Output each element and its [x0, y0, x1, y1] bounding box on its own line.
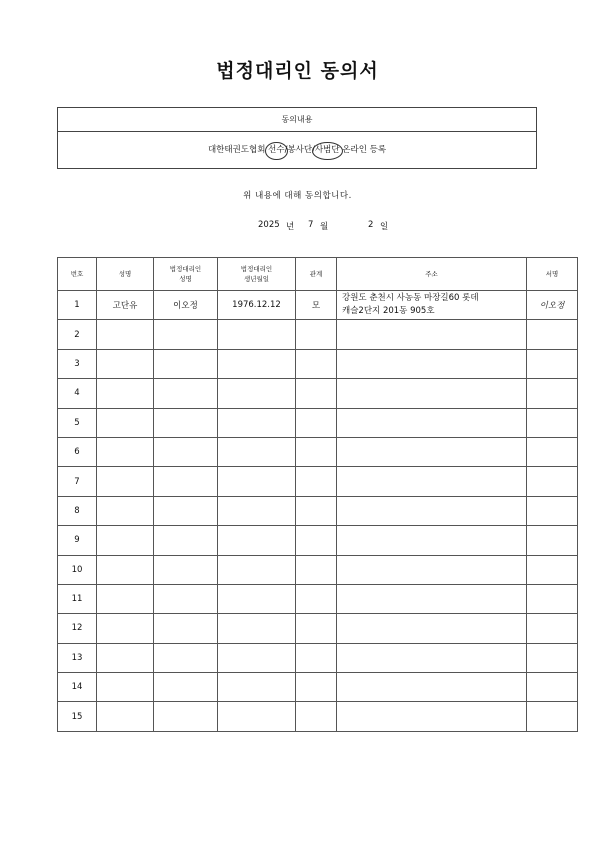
row-address[interactable]: [337, 584, 527, 613]
row-guardian-name[interactable]: [154, 408, 218, 437]
row-guardian-birth[interactable]: [218, 673, 296, 702]
header-address: 주소: [337, 258, 527, 291]
row-no: 4: [58, 379, 97, 408]
row-name[interactable]: 고단유: [97, 291, 154, 320]
consent-content: [58, 132, 536, 169]
row-signature[interactable]: [527, 320, 578, 349]
table-row: [58, 349, 578, 378]
row-no: 15: [58, 702, 97, 731]
row-relation[interactable]: [296, 555, 337, 584]
row-relation[interactable]: [296, 526, 337, 555]
row-signature[interactable]: [527, 467, 578, 496]
row-guardian-birth[interactable]: 1976.12.12: [218, 291, 296, 320]
row-relation[interactable]: [296, 673, 337, 702]
agree-statement: 위 내용에 대해 동의합니다.: [243, 191, 352, 201]
row-guardian-birth[interactable]: [218, 555, 296, 584]
row-relation[interactable]: [296, 467, 337, 496]
consent-suffix: 온라인 등록: [339, 145, 387, 155]
row-relation[interactable]: [296, 643, 337, 672]
table-row: [58, 555, 578, 584]
row-address[interactable]: [337, 379, 527, 408]
row-name[interactable]: [97, 584, 154, 613]
row-signature[interactable]: [527, 673, 578, 702]
row-address[interactable]: [337, 437, 527, 466]
document-title: 법정대리인 동의서: [216, 60, 379, 82]
row-no: 5: [58, 408, 97, 437]
table-row: [58, 643, 578, 672]
row-address[interactable]: [337, 643, 527, 672]
header-guardian-birth: 법정대리인 생년월일: [218, 258, 296, 291]
row-address[interactable]: [337, 614, 527, 643]
row-guardian-birth[interactable]: [218, 614, 296, 643]
row-name[interactable]: [97, 467, 154, 496]
row-name[interactable]: [97, 437, 154, 466]
row-name[interactable]: [97, 673, 154, 702]
row-guardian-name[interactable]: [154, 614, 218, 643]
table-row: [58, 467, 578, 496]
table-row: [58, 320, 578, 349]
row-guardian-name[interactable]: [154, 437, 218, 466]
row-relation[interactable]: [296, 349, 337, 378]
row-no: 1: [58, 291, 97, 320]
table-row: [58, 437, 578, 466]
row-relation[interactable]: [296, 496, 337, 525]
row-guardian-birth[interactable]: [218, 467, 296, 496]
table-row: [58, 379, 578, 408]
row-name[interactable]: [97, 496, 154, 525]
row-no: 7: [58, 467, 97, 496]
row-signature[interactable]: [527, 379, 578, 408]
row-relation[interactable]: [296, 408, 337, 437]
row-no: 9: [58, 526, 97, 555]
row-guardian-birth[interactable]: [218, 584, 296, 613]
row-guardian-name[interactable]: [154, 673, 218, 702]
row-no: 8: [58, 496, 97, 525]
table-row: [58, 614, 578, 643]
row-relation[interactable]: [296, 437, 337, 466]
row-guardian-name[interactable]: [154, 643, 218, 672]
row-guardian-birth[interactable]: [218, 379, 296, 408]
row-signature[interactable]: [527, 555, 578, 584]
row-guardian-name[interactable]: 이오정: [154, 291, 218, 320]
row-address[interactable]: 강원도 춘천시 사농동 마장길60 롯데 캐슬2단지 201동 905호: [337, 291, 527, 320]
row-guardian-name[interactable]: [154, 379, 218, 408]
row-relation[interactable]: [296, 614, 337, 643]
row-signature[interactable]: [527, 349, 578, 378]
row-guardian-birth[interactable]: [218, 320, 296, 349]
date-year: 2025: [258, 220, 280, 230]
row-signature[interactable]: [527, 526, 578, 555]
header-signature: 서명: [527, 258, 578, 291]
row-address[interactable]: [337, 496, 527, 525]
row-no: 3: [58, 349, 97, 378]
consent-separator: /: [312, 145, 315, 155]
consent-separator: /: [284, 145, 288, 155]
row-address[interactable]: [337, 673, 527, 702]
header-guardian-name: 법정대리인 성명: [154, 258, 218, 291]
row-address[interactable]: [337, 349, 527, 378]
row-guardian-name[interactable]: [154, 467, 218, 496]
table-row: [58, 408, 578, 437]
row-guardian-name[interactable]: [154, 555, 218, 584]
row-guardian-name[interactable]: [154, 526, 218, 555]
consent-staff-option[interactable]: 사범단: [315, 132, 340, 169]
table-row: [58, 526, 578, 555]
row-signature[interactable]: [527, 496, 578, 525]
row-no: 12: [58, 614, 97, 643]
date-month-unit: 월: [320, 222, 329, 232]
row-signature[interactable]: [527, 614, 578, 643]
row-guardian-name[interactable]: [154, 496, 218, 525]
header-name: 성명: [97, 258, 154, 291]
date-month: 7: [308, 220, 314, 230]
row-guardian-birth[interactable]: [218, 437, 296, 466]
table-row: [58, 702, 578, 731]
row-guardian-birth[interactable]: [218, 408, 296, 437]
row-name[interactable]: [97, 320, 154, 349]
row-name[interactable]: [97, 526, 154, 555]
row-relation[interactable]: [296, 702, 337, 731]
row-relation[interactable]: [296, 584, 337, 613]
row-name[interactable]: [97, 349, 154, 378]
consent-header: 동의내용: [58, 108, 536, 132]
consent-player-option[interactable]: 선수: [268, 132, 284, 169]
row-name[interactable]: [97, 379, 154, 408]
header-no: 번호: [58, 258, 97, 291]
row-name[interactable]: [97, 614, 154, 643]
header-relation: 관계: [296, 258, 337, 291]
row-name[interactable]: [97, 702, 154, 731]
row-address[interactable]: [337, 555, 527, 584]
row-guardian-birth[interactable]: [218, 526, 296, 555]
table-row: [58, 584, 578, 613]
consent-prefix: 대한태권도협회: [207, 145, 269, 155]
row-signature[interactable]: [527, 437, 578, 466]
row-no: 13: [58, 643, 97, 672]
row-guardian-name[interactable]: [154, 584, 218, 613]
row-address[interactable]: [337, 408, 527, 437]
table-header-row: [58, 258, 578, 291]
row-no: 14: [58, 673, 97, 702]
row-signature[interactable]: [527, 584, 578, 613]
row-name[interactable]: [97, 643, 154, 672]
row-name[interactable]: [97, 555, 154, 584]
row-signature[interactable]: 이오정: [527, 291, 578, 320]
row-guardian-name[interactable]: [154, 320, 218, 349]
row-address[interactable]: [337, 526, 527, 555]
row-name[interactable]: [97, 408, 154, 437]
table-row: [58, 291, 578, 320]
row-relation[interactable]: [296, 379, 337, 408]
row-guardian-birth[interactable]: [218, 349, 296, 378]
row-address[interactable]: [337, 467, 527, 496]
row-guardian-birth[interactable]: [218, 643, 296, 672]
date-year-unit: 년: [286, 222, 295, 232]
row-no: 2: [58, 320, 97, 349]
table-row: [58, 673, 578, 702]
row-address[interactable]: [337, 320, 527, 349]
row-address[interactable]: [337, 702, 527, 731]
row-guardian-name[interactable]: [154, 702, 218, 731]
row-signature[interactable]: [527, 702, 578, 731]
consent-volunteer-option[interactable]: 봉사단: [287, 145, 313, 155]
row-signature[interactable]: [527, 643, 578, 672]
row-no: 10: [58, 555, 97, 584]
date-day-unit: 일: [380, 222, 389, 232]
consent-box: [57, 107, 537, 169]
row-guardian-name[interactable]: [154, 349, 218, 378]
row-relation[interactable]: 모: [296, 291, 337, 320]
table-row: [58, 496, 578, 525]
row-relation[interactable]: [296, 320, 337, 349]
row-no: 11: [58, 584, 97, 613]
row-guardian-birth[interactable]: [218, 702, 296, 731]
row-signature[interactable]: [527, 408, 578, 437]
row-guardian-birth[interactable]: [218, 496, 296, 525]
guardian-table: [57, 257, 578, 732]
row-no: 6: [58, 437, 97, 466]
date-day: 2: [368, 220, 374, 230]
